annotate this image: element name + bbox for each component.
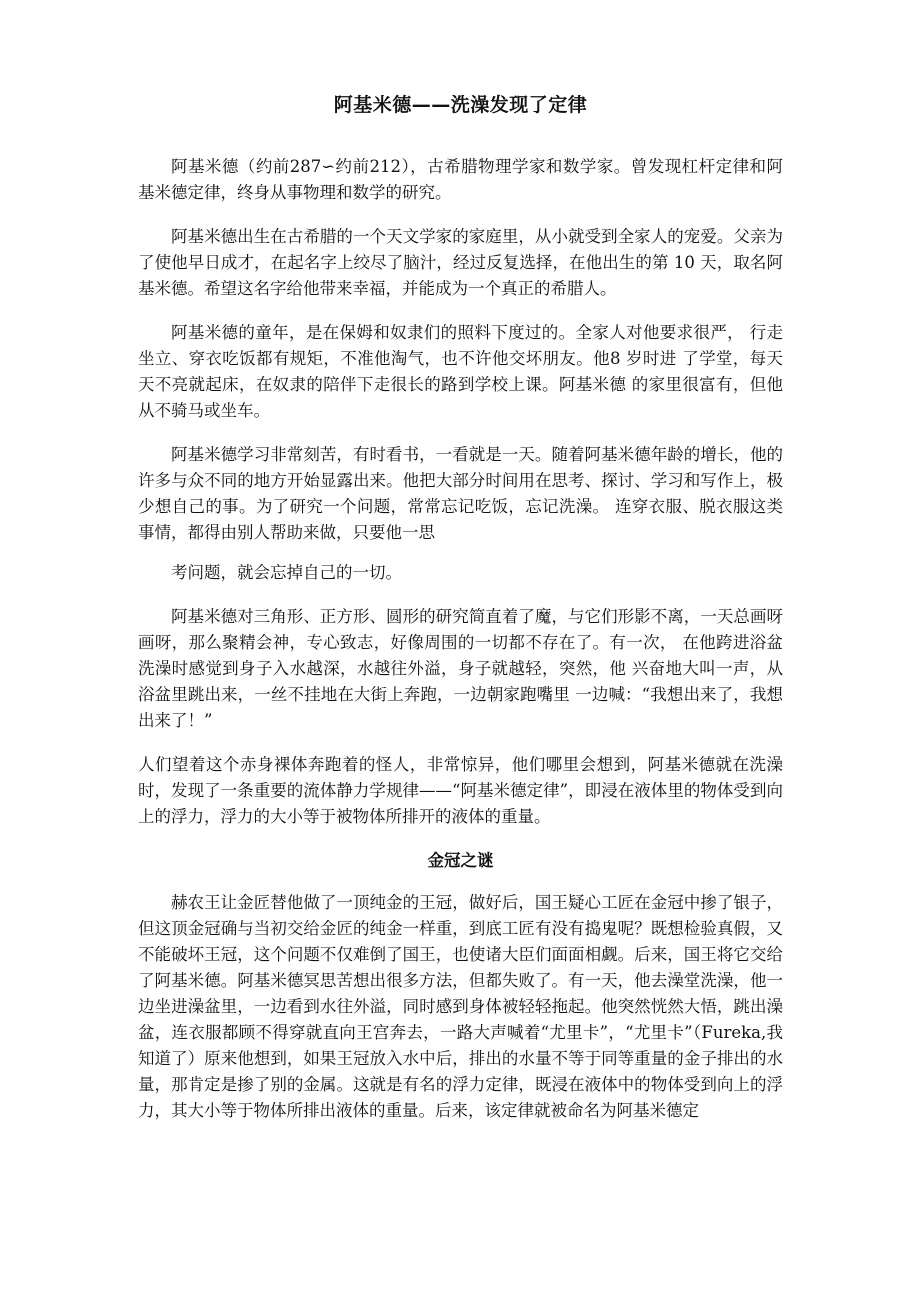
paragraph-crown: 赫农王让金匠替他做了一顶纯金的王冠，做好后，国王疑心工匠在金冠中掺了银子，但这顶金冠确与当初交给金匠的纯金一样重，到底工匠有没有捣鬼呢？既想检验真假，又不能破坏王冠，这个问题不仅难倒了国王，也使诸大臣们面面相觑。后来，国王将它交给了阿基米德。阿基米德冥思苦想出很多方法，但都失败了。有一天，他去澡堂洗澡，他一边坐进澡盆里，一边看到水往外溢，同时感到身体被轻轻拖起。他突然恍然大悟，跳出澡盆，连衣服都顾不得穿就直向王宫奔去，一路大声喊着“尤里卡”，“尤里卡”（Fureka,我知道了）原来他想到，如果王冠放入水中后，排出的水量不等于同等重量的金子排出的水量，那肯定是掺了别的金属。这就是有名的浮力定律，既浸在液体中的物体受到向上的浮力，其大小等于物体所排出液体的重量。后来，该定律就被命名为阿基米德定 bbox=[138, 893, 783, 1120]
paragraph-bath: 阿基米德对三角形、正方形、圆形的研究简直着了魔，与它们形影不离，一天总画呀画呀，那么聚精会神，专心致志，好像周围的一切都不存在了。有一次， 在他跨进浴盆洗澡时感觉到身子入水越深，水越往外溢，身子就越轻，突然，他 兴奋地大叫一声，从浴盆里跳出来，一丝不挂地在大街上奔跑，一边朝家跑嘴里 一边喊：“我想出来了，我想出来了！” bbox=[138, 607, 783, 730]
document-page bbox=[138, 92, 783, 1142]
paragraph-intro: 阿基米德（约前287∽约前212），古希腊物理学家和数学家。曾发现杠杆定律和阿基米德定律，终身从事物理和数学的研究。 bbox=[138, 157, 783, 202]
paragraph-law: 人们望着这个赤身裸体奔跑着的怪人，非常惊异，他们哪里会想到，阿基米德就在洗澡时，发现了一条重要的流体静力学规律——“阿基米德定律”，即浸在液体里的物体受到向上的浮力，浮力的大小等于被物体所排开的液体的重量。 bbox=[138, 755, 783, 826]
paragraph-study: 阿基米德学习非常刻苦，有时看书，一看就是一天。随着阿基米德年龄的增长，他的许多与众不同的地方开始显露出来。他把大部分时间用在思考、探讨、学习和写作上，极少想自己的事。为了研究一个问题，常常忘记吃饭，忘记洗澡。 连穿衣服、脱衣服这类事情，都得由别人帮助来做，只要他一思 bbox=[138, 445, 783, 542]
paragraph-study-cont: 考问题，就会忘掉自己的一切。 bbox=[171, 563, 402, 582]
document-title: 阿基米德——洗澡发现了定律 bbox=[333, 94, 588, 116]
paragraph-childhood: 阿基米德的童年，是在保姆和奴隶们的照料下度过的。全家人对他要求很严， 行走坐立、穿衣吃饭都有规矩，不准他淘气，也不许他交坏朋友。他8 岁时进 了学堂，每天天不亮就起床，在奴隶的陪伴下走很长的路到学校上课。阿基米德 的家里很富有，但他从不骑马或坐车。 bbox=[138, 323, 783, 420]
section-subtitle: 金冠之谜 bbox=[427, 851, 494, 870]
paragraph-birth: 阿基米德出生在古希腊的一个天文学家的家庭里，从小就受到全家人的宠爱。父亲为了使他早日成才，在起名字上绞尽了脑汁，经过反复选择，在他出生的第 10 天，取名阿基米德。希望这名字给他带来幸福，并能成为一个真正的希腊人。 bbox=[138, 227, 783, 298]
